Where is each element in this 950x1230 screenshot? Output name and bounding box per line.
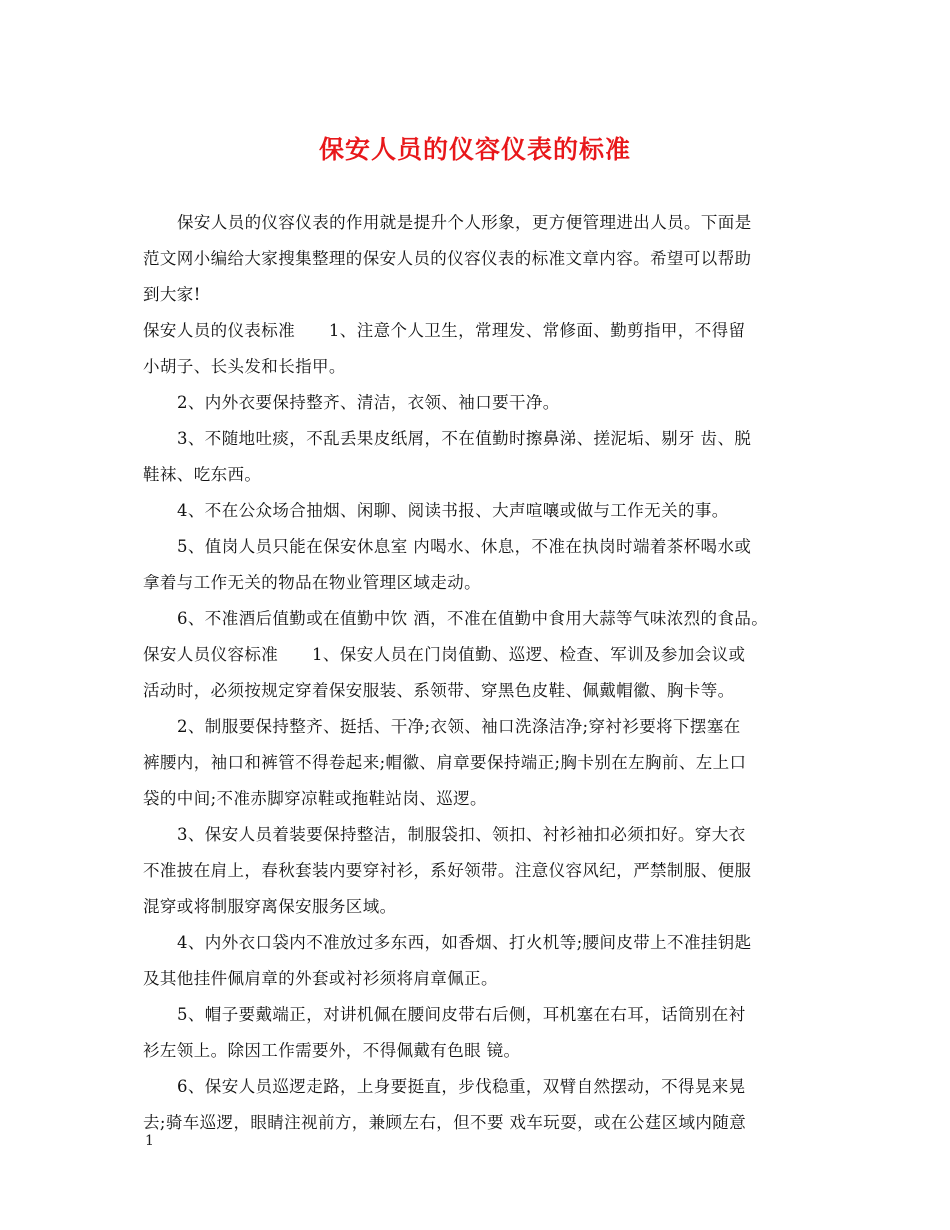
text-line: 6、保安人员巡逻走路，上身要挺直，步伐稳重，双臂自然摆动，不得晃来晃 — [177, 1077, 746, 1096]
text-line: 拿着与工作无关的物品在物业管理区域走动。 — [143, 573, 481, 592]
text-line: 5、值岗人员只能在保安休息室 内喝水、休息，不准在执岗时端着茶杯喝水或 — [177, 537, 752, 556]
document-title: 保安人员的仪容仪表的标准 — [318, 135, 631, 164]
text-line: 去;骑车巡逻，眼睛注视前方，兼顾左右，但不要 戏车玩耍，或在公莛区域内随意 — [143, 1113, 747, 1132]
text-line: 混穿或将制服穿离保安服务区域。 — [143, 897, 397, 916]
text-line: 4、不在公众场合抽烟、闲聊、阅读书报、大声喧嚷或做与工作无关的事。 — [177, 501, 729, 520]
text-line: 袋的中间;不准赤脚穿凉鞋或拖鞋站岗、巡逻。 — [143, 789, 487, 808]
text-line: 2、制服要保持整齐、挺括、干净;衣领、袖口洗涤洁净;穿衬衫要将下摆塞在 — [177, 717, 741, 736]
document-body — [143, 205, 823, 1141]
text-line: 4、内外衣口袋内不准放过多东西，如香烟、打火机等;腰间皮带上不准挂钥匙 — [177, 933, 752, 952]
text-line: 3、保安人员着装要保持整洁，制服袋扣、领扣、衬衫袖扣必须扣好。穿大衣 — [177, 825, 746, 844]
text-line: 5、帽子要戴端正，对讲机佩在腰间皮带右后侧，耳机塞在右耳，话筒别在衬 — [177, 1005, 746, 1024]
page-number: 1 — [145, 1133, 154, 1149]
text-line: 2、内外衣要保持整齐、清洁，衣领、袖口要干净。 — [177, 393, 560, 412]
text-line: 鞋袜、吃东西。 — [143, 465, 262, 484]
text-line: 衫左领上。除因工作需要外，不得佩戴有色眼 镜。 — [143, 1041, 521, 1060]
text-line: 活动时，必须按规定穿着保安服装、系领带、穿黑色皮鞋、佩戴帽徽、胸卡等。 — [143, 681, 735, 700]
text-line: 不准披在肩上，春秋套装内要穿衬衫，系好领带。注意仪容风纪，严禁制服、便服 — [143, 861, 752, 880]
text-line: 范文网小编给大家搜集整理的保安人员的仪容仪表的标准文章内容。希望可以帮助 — [143, 249, 752, 268]
text-line: 到大家! — [143, 285, 201, 304]
text-line: 保安人员仪容标准 1、保安人员在门岗值勤、巡逻、检查、军训及参加会议或 — [143, 645, 746, 664]
text-line: 裤腰内，袖口和裤管不得卷起来;帽徽、肩章要保持端正;胸卡别在左胸前、左上口 — [143, 753, 747, 772]
text-line: 保安人员的仪容仪表的作用就是提升个人形象，更方便管理进出人员。下面是 — [177, 213, 752, 232]
text-line: 保安人员的仪表标准 1、注意个人卫生，常理发、常修面、勤剪指甲，不得留 — [143, 321, 746, 340]
text-line: 及其他挂件佩肩章的外套或衬衫须将肩章佩正。 — [143, 969, 498, 988]
text-line: 3、不随地吐痰，不乱丢果皮纸屑，不在值勤时擦鼻涕、搓泥垢、剔牙 齿、脱 — [177, 429, 752, 448]
text-line: 6、不准酒后值勤或在值勤中饮 酒，不准在值勤中食用大蒜等气味浓烈的食品。 — [177, 609, 769, 628]
text-line: 小胡子、长头发和长指甲。 — [143, 357, 346, 376]
